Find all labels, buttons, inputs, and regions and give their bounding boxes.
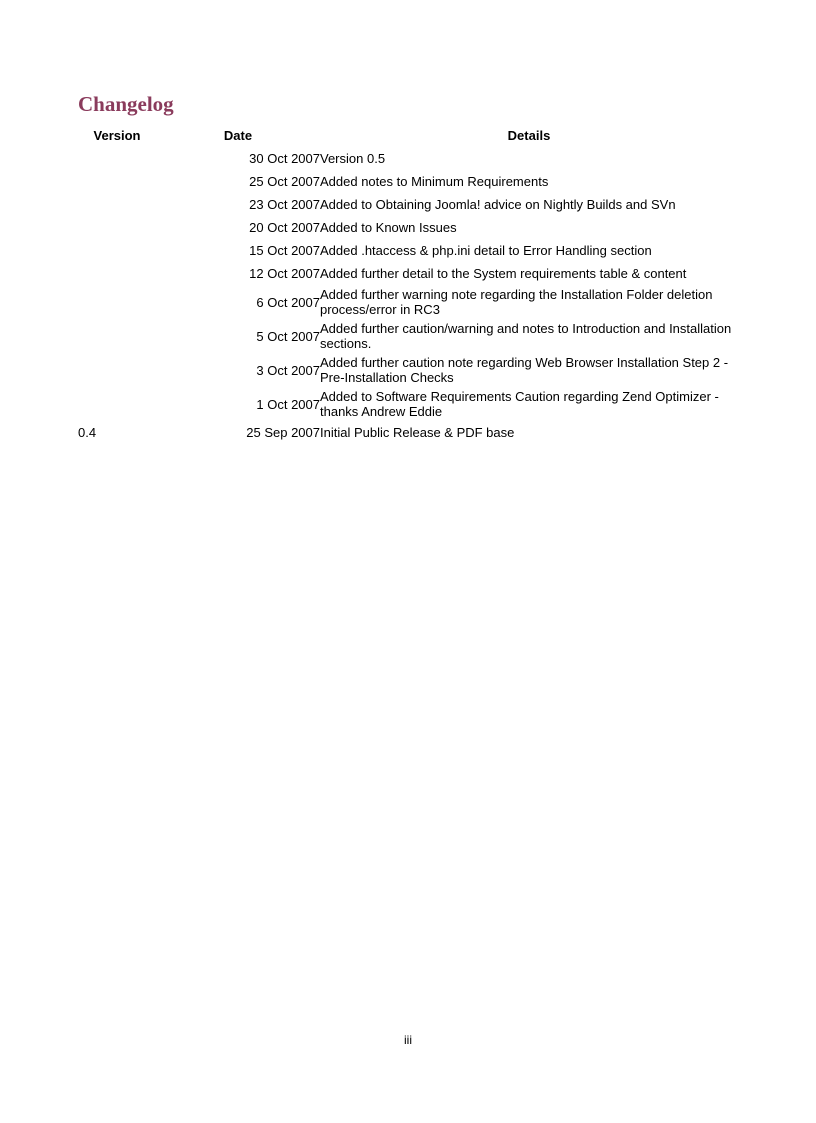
table-row bbox=[78, 421, 738, 444]
version-cell bbox=[78, 353, 156, 387]
table-row bbox=[78, 193, 738, 216]
date-cell: 12 Oct 2007 bbox=[249, 266, 320, 281]
table-row bbox=[78, 353, 738, 387]
date-cell: 23 Oct 2007 bbox=[249, 197, 320, 212]
details-cell: Initial Public Release & PDF base bbox=[320, 425, 515, 440]
details-cell: Added to Software Requirements Caution regarding Zend Optimizer - thanks Andrew Eddie bbox=[320, 389, 719, 419]
version-cell bbox=[78, 262, 156, 285]
version-cell bbox=[78, 170, 156, 193]
details-cell: Version 0.5 bbox=[320, 151, 386, 166]
date-cell: 1 Oct 2007 bbox=[256, 396, 320, 412]
details-cell: Added to Obtaining Joomla! advice on Nightly Builds and SVn bbox=[320, 197, 676, 212]
table-row bbox=[78, 285, 738, 319]
table-row bbox=[78, 262, 738, 285]
date-cell: 3 Oct 2007 bbox=[256, 362, 320, 378]
details-cell: Added to Known Issues bbox=[320, 220, 457, 235]
changelog-table bbox=[78, 124, 738, 444]
column-header-date: Date bbox=[223, 128, 253, 143]
details-cell: Added further caution note regarding Web Browser Installation Step 2 - Pre-Installation Checks bbox=[320, 355, 729, 385]
date-cell: 5 Oct 2007 bbox=[256, 328, 320, 344]
page-number: iii bbox=[404, 1033, 412, 1047]
version-cell bbox=[78, 285, 156, 319]
date-cell: 25 Oct 2007 bbox=[249, 174, 320, 189]
details-cell: Added further caution/warning and notes to Introduction and Installation sections. bbox=[320, 321, 732, 351]
date-cell: 6 Oct 2007 bbox=[256, 294, 320, 310]
date-cell: 15 Oct 2007 bbox=[249, 243, 320, 258]
version-cell: 0.4 bbox=[78, 425, 97, 440]
version-cell bbox=[78, 319, 156, 353]
table-header-row bbox=[78, 124, 738, 147]
version-cell bbox=[78, 147, 156, 170]
details-cell: Added .htaccess & php.ini detail to Error Handling section bbox=[320, 243, 652, 258]
table-row bbox=[78, 239, 738, 262]
version-cell bbox=[78, 216, 156, 239]
table-row bbox=[78, 216, 738, 239]
table-row bbox=[78, 147, 738, 170]
date-cell: 20 Oct 2007 bbox=[249, 220, 320, 235]
table-row bbox=[78, 319, 738, 353]
table-row bbox=[78, 387, 738, 421]
version-cell bbox=[78, 387, 156, 421]
page-title: Changelog bbox=[78, 92, 174, 116]
date-cell: 25 Sep 2007 bbox=[246, 425, 320, 440]
details-cell: Added notes to Minimum Requirements bbox=[320, 174, 549, 189]
column-header-details: Details bbox=[507, 128, 551, 143]
date-cell: 30 Oct 2007 bbox=[249, 151, 320, 166]
table-row bbox=[78, 170, 738, 193]
details-cell: Added further warning note regarding the Installation Folder deletion process/error in RC3 bbox=[320, 287, 713, 317]
version-cell bbox=[78, 193, 156, 216]
version-cell bbox=[78, 239, 156, 262]
details-cell: Added further detail to the System requirements table & content bbox=[320, 266, 687, 281]
column-header-version: Version bbox=[93, 128, 141, 143]
